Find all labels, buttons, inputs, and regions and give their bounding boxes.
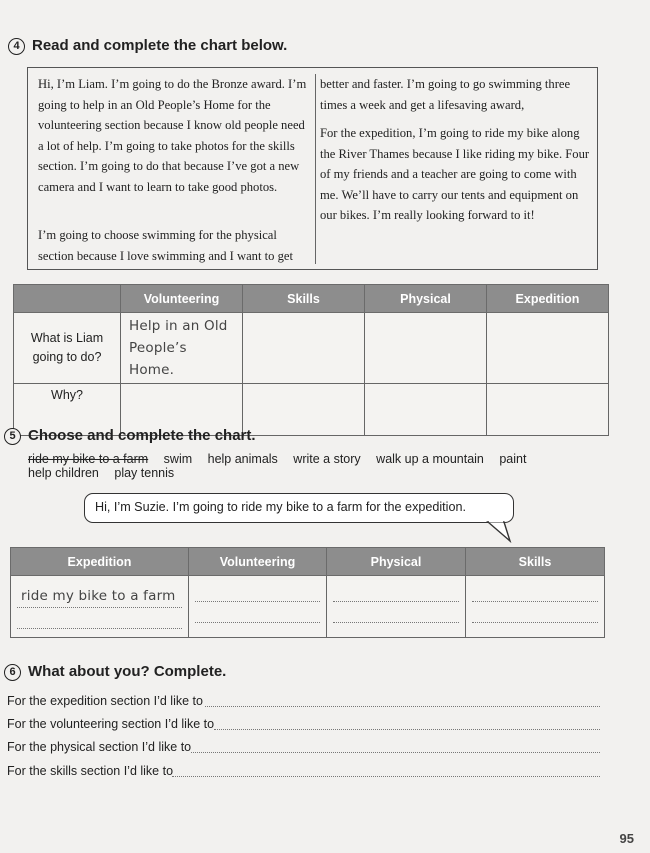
liam-volunteering-answer: Help in an Old People’s Home. (129, 318, 228, 378)
liam-why-skills-cell[interactable] (243, 384, 365, 436)
answer-line (17, 607, 182, 608)
liam-skills-cell[interactable] (243, 313, 365, 384)
suzie-chart-header-skills: Skills (466, 548, 605, 576)
answer-line (472, 622, 598, 623)
word-write-story: write a story (293, 452, 361, 466)
liam-expedition-cell[interactable] (487, 313, 609, 384)
word-walk-mountain: walk up a mountain (376, 452, 484, 466)
exercise-6-title: What about you? Complete. (28, 663, 227, 680)
answer-line (333, 601, 459, 602)
liam-chart-header-volunteering: Volunteering (121, 285, 243, 313)
suzie-expedition-answer: ride my bike to a farm (21, 587, 176, 604)
sentence-physical: For the physical section I’d like to (7, 740, 192, 754)
word-swim: swim (163, 452, 193, 466)
suzie-chart-header-physical: Physical (327, 548, 466, 576)
suzie-volunteering-cell[interactable] (189, 576, 327, 638)
exercise-4-number: 4 (8, 38, 25, 55)
word-help-children: help children (28, 466, 99, 480)
speech-bubble-text: Hi, I’m Suzie. I’m going to ride my bike to a farm for the expedition. (95, 500, 466, 514)
liam-text-box (27, 67, 598, 270)
answer-line (195, 622, 320, 623)
text-col2-paragraph1: better and faster. I’m going to go swimming three times a week and get a lifesaving award, (320, 77, 571, 112)
liam-chart-header-physical: Physical (365, 285, 487, 313)
suzie-chart (10, 547, 605, 638)
liam-why-expedition-cell[interactable] (487, 384, 609, 436)
text-col1-paragraph2: I’m going to choose swimming for the physical section because I love swimming and I want to get (38, 228, 293, 263)
suzie-chart-header-expedition: Expedition (11, 548, 189, 576)
sentence-expedition: For the expedition section I’d like to (7, 694, 203, 708)
word-help-animals: help animals (207, 452, 278, 466)
answer-line-expedition[interactable] (205, 706, 600, 707)
liam-chart-header-blank (14, 285, 121, 313)
answer-line (333, 622, 459, 623)
sentence-volunteering: For the volunteering section I’d like to (7, 717, 215, 731)
sentence-skills: For the skills section I’d like to (7, 764, 174, 778)
suzie-expedition-cell[interactable] (11, 576, 189, 638)
text-col1-paragraph1: Hi, I’m Liam. I’m going to do the Bronze award. I’m going to help in an Old People’s Home for the volunteering section because I know old people need a lot of help. I’m going to take photos for the skills section. I’m going to do that because I’ve got a new camera and I want to learn to take good photos. (38, 77, 307, 194)
answer-line-volunteering[interactable] (214, 729, 600, 730)
word-bank-line1 (28, 452, 538, 466)
answer-line (195, 601, 320, 602)
answer-line (472, 601, 598, 602)
liam-physical-cell[interactable] (365, 313, 487, 384)
word-bank-line2 (28, 466, 186, 480)
answer-line-physical[interactable] (191, 752, 600, 753)
liam-chart-header-expedition: Expedition (487, 285, 609, 313)
exercise-5-number: 5 (4, 428, 21, 445)
suzie-chart-header-volunteering: Volunteering (189, 548, 327, 576)
word-play-tennis: play tennis (114, 466, 175, 480)
word-ride-bike-farm: ride my bike to a farm (28, 452, 149, 466)
text-col2-paragraph2: For the expedition, I’m going to ride my bike along the River Thames because I like riding my bike. Four of my friends and a teacher are going to come with me. We’ll have to carry our tents and equipment on our bikes. I’m really looking forward to it! (320, 126, 590, 222)
answer-line-skills[interactable] (172, 776, 600, 777)
column-divider (315, 74, 316, 264)
liam-chart (13, 284, 609, 436)
suzie-skills-cell[interactable] (466, 576, 605, 638)
liam-chart-header-skills: Skills (243, 285, 365, 313)
exercise-4-title: Read and complete the chart below. (32, 37, 288, 54)
answer-line (17, 628, 182, 629)
liam-why-physical-cell[interactable] (365, 384, 487, 436)
exercise-6-number: 6 (4, 664, 21, 681)
word-paint: paint (499, 452, 527, 466)
suzie-physical-cell[interactable] (327, 576, 466, 638)
speech-bubble-tail (486, 519, 516, 545)
liam-row-what-label: What is Liam going to do? (14, 313, 121, 384)
page-number: 95 (619, 831, 634, 846)
exercise-5-title: Choose and complete the chart. (28, 427, 256, 444)
speech-bubble (84, 493, 514, 523)
liam-volunteering-answer-cell[interactable] (121, 313, 243, 384)
liam-row-why-label: Why? (14, 384, 121, 436)
